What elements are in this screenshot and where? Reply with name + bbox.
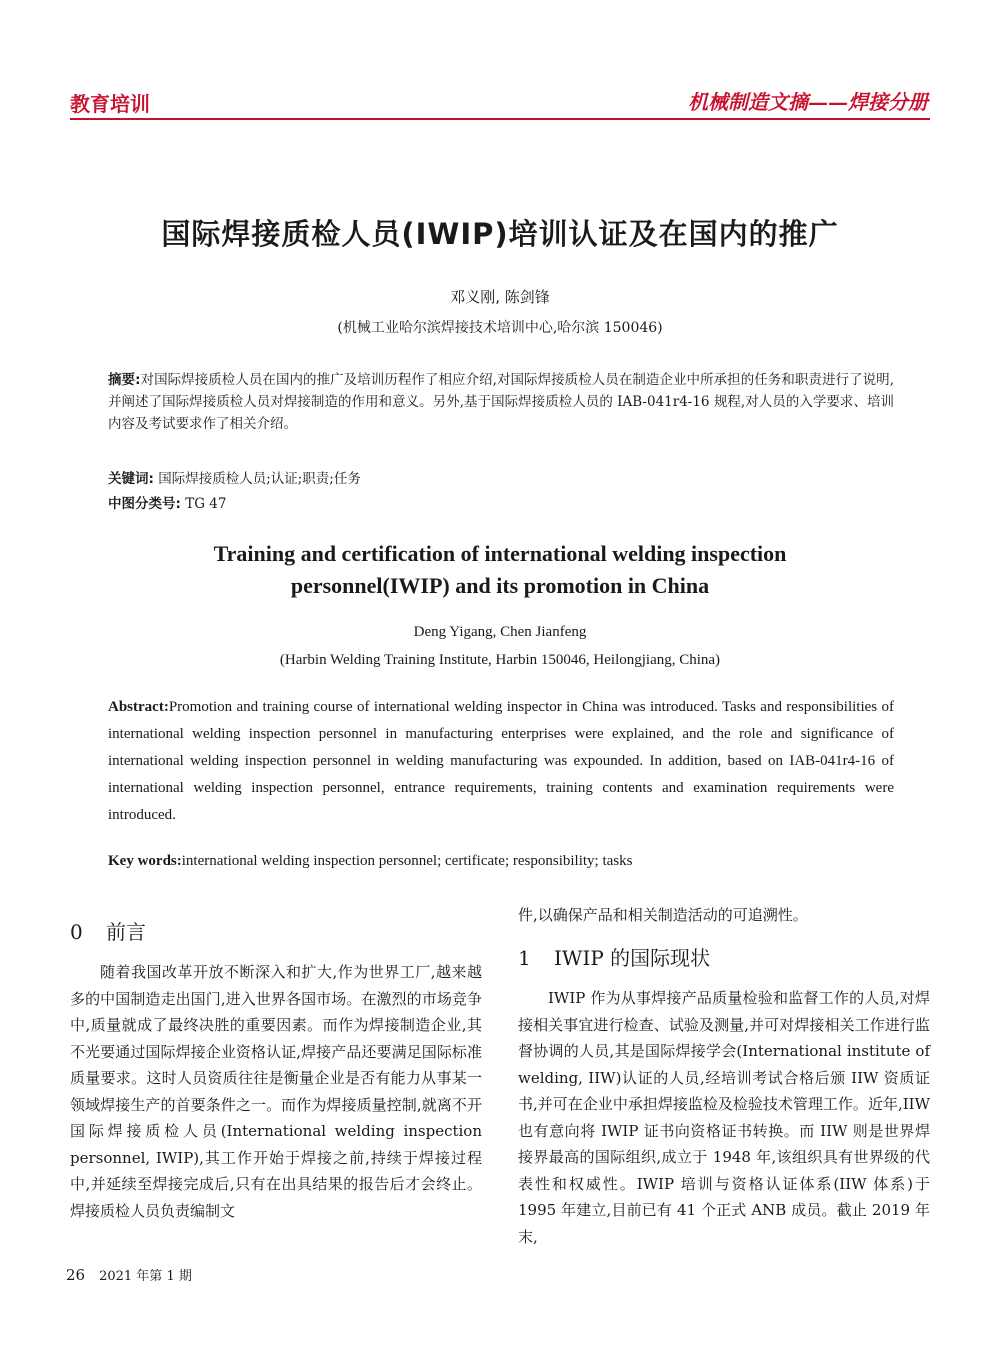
chinese-authors: 邓义刚, 陈剑锋 [450, 288, 550, 306]
english-title [0, 538, 1000, 602]
english-abstract-label: Abstract: [108, 699, 169, 715]
english-title-line-2: personnel(IWIP) and its promotion in China [290, 573, 710, 598]
classification-text: TG 47 [185, 496, 227, 512]
chinese-keywords [108, 467, 361, 487]
chinese-abstract [108, 369, 894, 435]
journal-name: 机械制造文摘——焊接分册 [688, 90, 928, 114]
english-authors: Deng Yigang, Chen Jianfeng [413, 624, 587, 640]
section-1-heading [518, 942, 710, 971]
chinese-affiliation: (机械工业哈尔滨焊接技术培训中心,哈尔滨 150046) [337, 320, 663, 336]
classification-label: 中图分类号: [108, 496, 181, 512]
english-title-line-1: Training and certification of international welding inspection [213, 541, 787, 566]
issue-label: 2021 年第 1 期 [99, 1269, 192, 1284]
header-rule [70, 118, 930, 120]
page-number: 26 [66, 1266, 86, 1284]
section-1-number: 1 [518, 946, 531, 970]
section-tag: 教育培训 [70, 92, 150, 116]
chinese-keywords-text: 国际焊接质检人员;认证;职责;任务 [158, 471, 361, 487]
chinese-abstract-label: 摘要: [108, 372, 141, 388]
section-1-title: IWIP 的国际现状 [554, 946, 711, 970]
section-0-number: 0 [70, 920, 83, 944]
english-affiliation: (Harbin Welding Training Institute, Harbin 150046, Heilongjiang, China) [279, 652, 721, 668]
section-0-title: 前言 [106, 920, 146, 944]
english-abstract-text: Promotion and training course of international welding inspector in China was introduced. Tasks and responsibilities of international welding inspection personnel in manufacturing enterprises were explained, and the role and significance of international welding inspection personnel in welding manufacturing was expounded. In addition, based on IAB-041r4-16 of international welding inspection personnel, entrance requirements, training contents and examination requirements were introduced. [108, 699, 894, 823]
page-footer [66, 1265, 192, 1284]
english-keywords-label: Key words: [108, 853, 182, 869]
chinese-abstract-text: 对国际焊接质检人员在国内的推广及培训历程作了相应介绍,对国际焊接质检人员在制造企业中所承担的任务和职责进行了说明,并阐述了国际焊接质检人员对焊接制造的作用和意义。另外,基于国际焊接质检人员的 IAB-041r4-16 规程,对人员的入学要求、培训内容及考试要求作了相关介绍。 [108, 372, 894, 432]
english-keywords [108, 853, 894, 870]
classification-number [108, 492, 226, 512]
chinese-title: 国际焊接质检人员(IWIP)培训认证及在国内的推广 [161, 217, 839, 251]
right-column-continuation: 件,以确保产品和相关制造活动的可追溯性。 [518, 906, 808, 924]
english-keywords-text: international welding inspection personnel; certificate; responsibility; tasks [181, 853, 633, 869]
section-0-paragraph: 随着我国改革开放不断深入和扩大,作为世界工厂,越来越多的中国制造走出国门,进入世界各国市场。在激烈的市场竞争中,质量就成了最终决胜的重要因素。而作为焊接制造企业,其不光要通过国际焊接企业资格认证,焊接产品还要满足国际标准质量要求。这时人员资质往往是衡量企业是否有能力从事某一领域焊接生产的首要条件之一。而作为焊接质量控制,就离不开国际焊接质检人员(International welding inspection personnel, IWIP),其工作开始于焊接之前,持续于焊接过程中,并延续至焊接完成后,只有在出具结果的报告后才会终止。焊接质检人员负责编制文 [70, 963, 482, 1220]
chinese-keywords-label: 关键词: [108, 471, 154, 487]
section-0-heading [70, 916, 146, 945]
english-abstract [108, 694, 894, 829]
section-1-paragraph: IWIP 作为从事焊接产品质量检验和监督工作的人员,对焊接相关事宜进行检查、试验及测量,并可对焊接相关工作进行监督协调的人员,其是国际焊接学会(International institute of welding, IIW)认证的人员,经培训考试合格后颁 IIW 资质证书,并可在企业中承担焊接监检及检验技术管理工作。近年,IIW 也有意向将 IWIP 证书向资格证书转换。而 IIW 则是世界焊接界最高的国际组织,成立于 1948 年,该组织具有世界级的代表性和权威性。IWIP 培训与资格认证体系(IIW 体系)于 1995 年建立,目前已有 41 个正式 ANB 成员。截止 2019 年末, [518, 989, 930, 1246]
